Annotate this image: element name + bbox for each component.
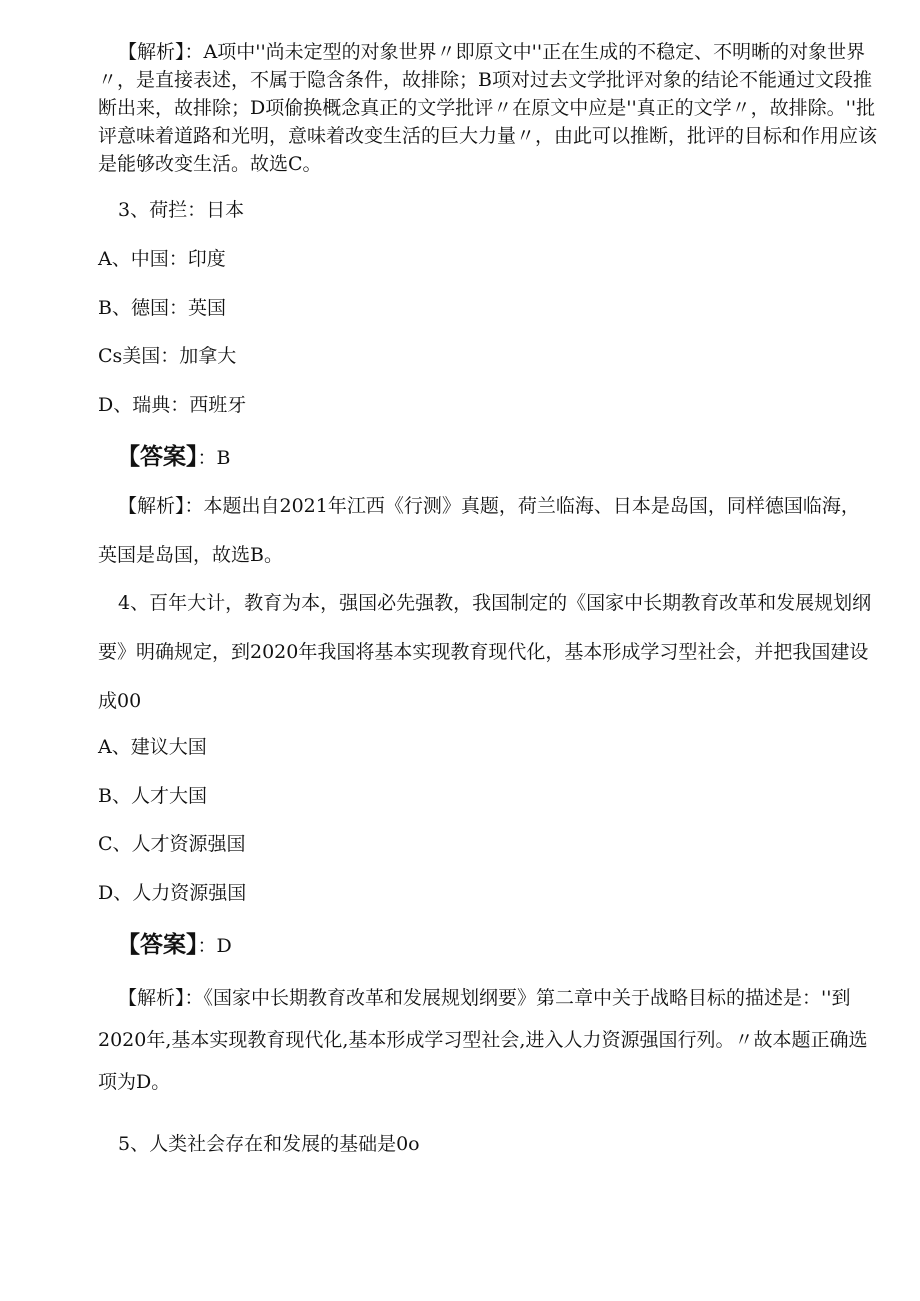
question-3-answer <box>117 441 230 474</box>
question-3-stem: 3、荷拦：日本 <box>118 199 245 221</box>
analysis-paragraph-q2: 【解析】：A项中''尚未定型的对象世界〃即原文中''正在生成的不稳定、不明晰的对象世界〃，是直接表述，不属于隐含条件，故排除；B项对过去文学批评对象的结论不能通过文段推断出来，故排除；D项偷换概念真正的文学批评〃在原文中应是''真正的文学〃，故排除。''批评意味着道路和光明，意味着改变生活的巨大力量〃，由此可以推断，批评的目标和作用应该是能够改变生活。故选C。 <box>98 41 878 175</box>
question-4-option-c: C、人才资源强国 <box>98 833 246 855</box>
question-4-option-b: B、人才大国 <box>98 785 207 807</box>
question-3-option-b: B、德国：英国 <box>98 297 226 319</box>
question-3-analysis: 【解析】：本题出自2021年江西《行测》真题，荷兰临海、日本是岛国，同样德国临海，英国是岛国，故选B。 <box>98 495 860 566</box>
answer-label: 【答案】 <box>117 932 198 958</box>
question-4-option-d: D、人力资源强国 <box>98 882 247 904</box>
question-4-option-a: A、建议大国 <box>98 736 207 758</box>
question-4-answer <box>117 929 232 962</box>
answer-value: ：D <box>197 935 232 957</box>
answer-value: ：B <box>197 447 231 469</box>
question-3-option-c: Cs美国：加拿大 <box>98 345 237 367</box>
question-3-option-a: A、中国：印度 <box>98 248 226 270</box>
question-5-stem: 5、人类社会存在和发展的基础是0o <box>118 1133 420 1155</box>
question-3-option-d: D、瑞典：西班牙 <box>98 394 247 416</box>
answer-label: 【答案】 <box>117 444 198 470</box>
question-4-stem: 4、百年大计，教育为本，强国必先强教，我国制定的《国家中长期教育改革和发展规划纲要》明确规定，到2020年我国将基本实现教育现代化，基本形成学习型社会，并把我国建设成00 <box>98 592 872 712</box>
question-4-analysis: 【解析】：《国家中长期教育改革和发展规划纲要》第二章中关于战略目标的描述是：''到2020年,基本实现教育现代化,基本形成学习型社会,进入人力资源强国行列。〃故本题正确选项为D。 <box>98 987 868 1093</box>
